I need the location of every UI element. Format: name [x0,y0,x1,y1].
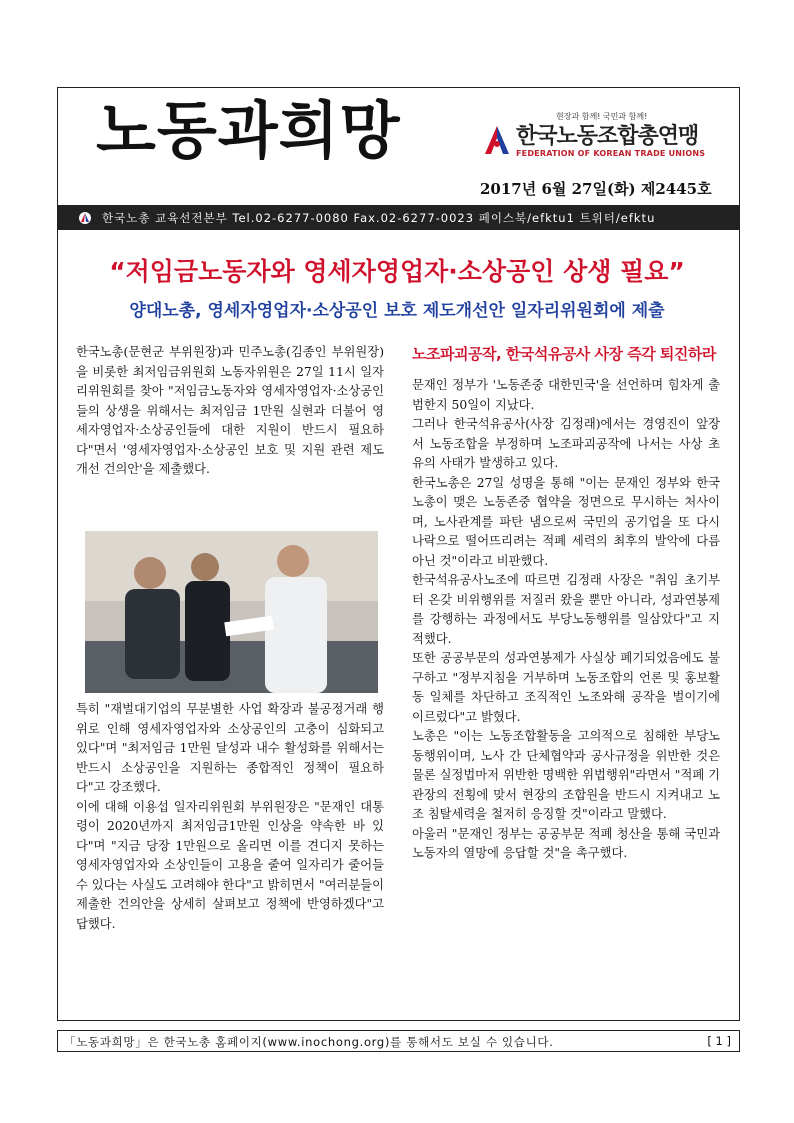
article-body-top [76,343,384,480]
article-body-bottom [76,700,384,934]
masthead-title: 노동과희망 [96,94,401,167]
side-article-body [412,376,720,864]
paragraph: 한국석유공사노조에 따르면 김정래 사장은 "취임 초기부터 온갖 비위행위를 저질러 왔을 뿐만 아니라, 성과연봉제를 강행하는 과정에서도 부당노동행위를 일삼았다"고 지적했다. [412,573,720,646]
page-number: [ 1 ] [707,1034,731,1048]
info-bar [58,205,739,230]
paragraph: 특히 "재벌대기업의 무분별한 사업 확장과 불공정거래 행위로 인해 영세자영업자와 소상공인의 고충이 심화되고 있다"며 "최저임금 1만원 달성과 내수 활성화를 위해서는 반드시 소상공인을 지원하는 종합적인 정책이 필요하다"고 강조했다. [76,702,384,794]
footer-text: 「노동과희망」은 한국노총 홈페이지(www.inochong.org)를 통해서도 보실 수 있습니다. [64,1035,554,1049]
paragraph: 한국노총은 27일 성명을 통해 "이는 문재인 정부와 한국노총이 맺은 노동존중 협약을 정면으로 무시하는 처사이며, 노사관계를 파탄 냄으로써 국민의 공기업을 또 다시 나락으로 떨어뜨리려는 적폐 세력의 최후의 발악에 다름 아닌 것"이라고 비판했다. [412,475,720,568]
paragraph: 문재인 정부가 '노동존중 대한민국'을 선언하며 힘차게 출범한지 50일이 지났다. [412,378,720,412]
issue-date: 2017년 6월 27일(화) 제2445호 [480,180,712,198]
slogan: 현장과 함께! 국민과 함께! [556,112,648,121]
article-headline: “저임금노동자와 영세자영업자·소상공인 상생 필요” [109,257,685,286]
paragraph: 한국노총(문현군 부위원장)과 민주노총(김종인 부위원장)을 비롯한 최저임금위원회 노동자위원은 27일 11시 일자리위원회를 찾아 "저임금노동자와 영세자영업자·소상공인들의 상생을 위해서는 최저임금 1만원 실현과 더불어 영세자영업자·소상공인들에 대한 지원이 반드시 필요하다"면서 '영세자영업자·소상공인 보호 및 지원 관련 제도개선 건의안'을 제출했다. [76,345,384,476]
paragraph: 또한 공공부문의 성과연봉제가 사실상 폐기되었음에도 불구하고 "정부지침을 거부하며 노동조합의 언론 및 홍보활동 일체를 차단하고 조직적인 노조와해 공작을 벌이기에 이르렀다"고 밝혔다. [412,651,720,724]
article-photo [85,531,378,693]
paragraph: 이에 대해 이용섭 일자리위원회 부위원장은 "문재인 대통령이 2020년까지 최저임금1만원 인상을 약속한 바 있다"며 "지금 당장 1만원으로 올리면 이를 견디지 못하는 영세자영업자와 소상인들이 고용을 줄여 일자리가 줄어들 수 있다는 사실도 고려해야 한다"고 밝히면서 "여러분들이 제출한 건의안을 상세히 살펴보고 정책에 반영하겠다"고 답했다. [76,799,384,931]
paragraph: 그러나 한국석유공사(사장 김정래)에서는 경영진이 앞장서 노동조합을 부정하며 노조파괴공작에 나서는 사상 초유의 사태가 발생하고 있다. [412,417,720,470]
union-logo-icon [481,124,513,160]
paragraph: 아울러 "문재인 정부는 공공부문 적폐 청산을 통해 국민과 노동자의 열망에 응답할 것"을 촉구했다. [412,826,720,860]
contact-info: 한국노총 교육선전본부 Tel.02-6277-0080 Fax.02-6277-0023 페이스북/efktu1 트위터/efktu [102,211,656,225]
org-name: 한국노동조합총연맹 [516,124,699,149]
article-subheadline: 양대노총, 영세자영업자·소상공인 보호 제도개선안 일자리위원회에 제출 [129,301,665,321]
footer-bar [57,1030,740,1052]
bar-logo-icon [78,211,92,225]
org-name-en: FEDERATION OF KOREAN TRADE UNIONS [516,149,706,158]
side-article-headline: 노조파괴공작, 한국석유공사 사장 즉각 퇴진하라 [412,345,716,363]
paragraph: 노총은 "이는 노동조합활동을 고의적으로 침해한 부당노동행위이며, 노사 간 단체협약과 공사규정을 위반한 것은 물론 실정법마저 위반한 명백한 위법행위"라면서 "적폐 기관장의 전횡에 맞서 현장의 조합원을 반드시 지켜내고 노조 침탈세력을 철저히 응징할 것"이라고 말했다. [412,729,720,821]
